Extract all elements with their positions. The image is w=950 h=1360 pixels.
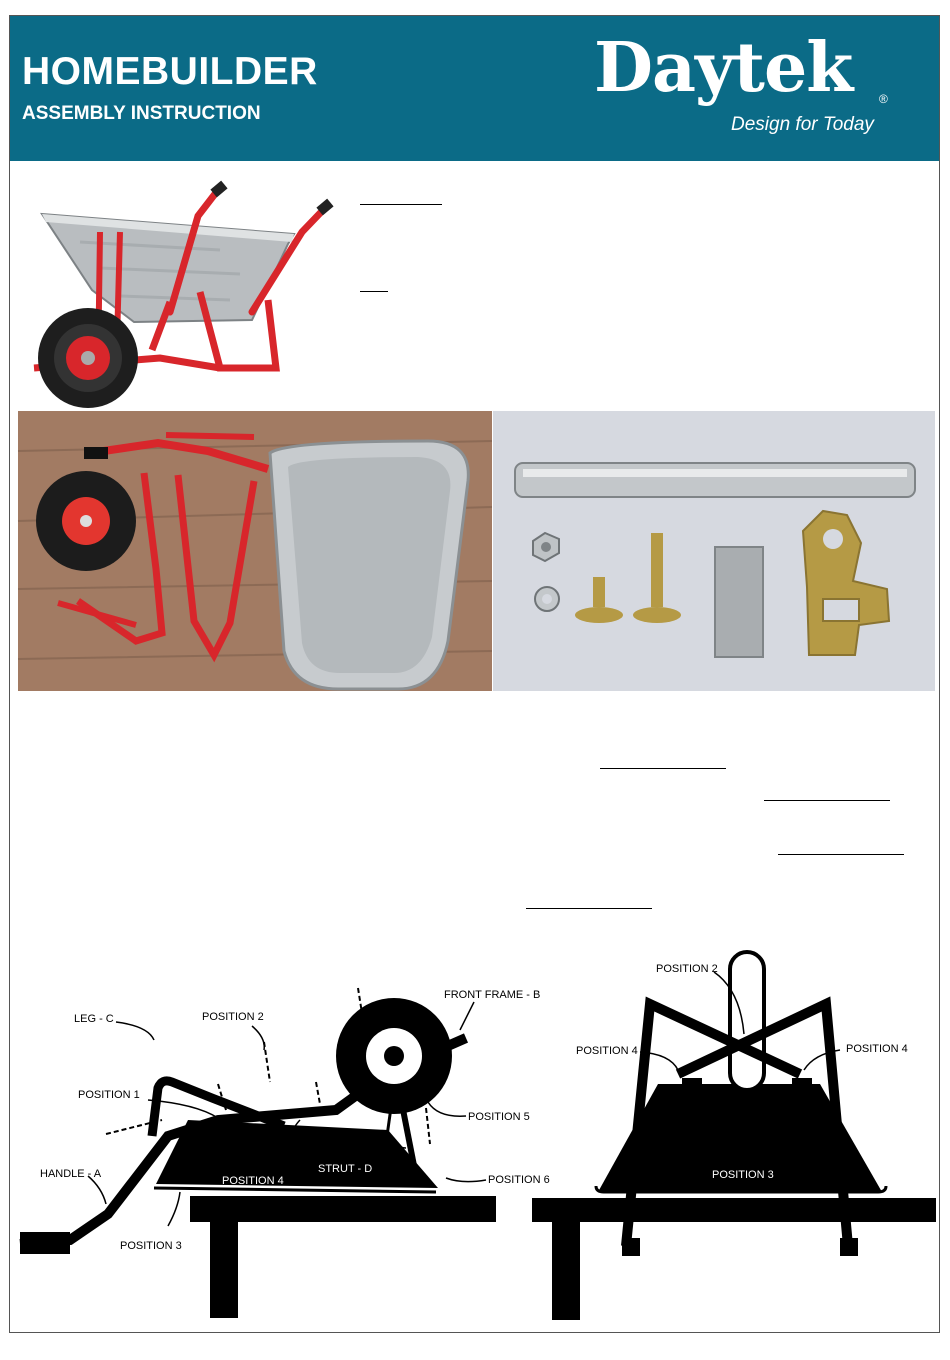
label-strut: STRUT - D xyxy=(318,1163,373,1175)
document-title: HOMEBUILDER xyxy=(22,50,318,93)
section-underline xyxy=(764,800,890,801)
label-position-3: POSITION 3 xyxy=(712,1169,774,1181)
label-position-2: POSITION 2 xyxy=(202,1011,264,1023)
label-position-2: POSITION 2 xyxy=(656,963,718,975)
front-view-diagram xyxy=(530,946,940,1326)
section-underline xyxy=(600,768,726,769)
registered-mark: ® xyxy=(879,92,888,106)
hardware-photo xyxy=(493,411,935,691)
wheelbarrow-photo xyxy=(20,172,350,410)
label-position-4: POSITION 4 xyxy=(222,1175,284,1187)
label-front-frame: FRONT FRAME - B xyxy=(444,989,541,1001)
side-view-diagram xyxy=(18,960,550,1320)
section-underline xyxy=(526,908,652,909)
heading-underline xyxy=(360,291,388,292)
section-underline xyxy=(778,854,904,855)
label-handle: HANDLE - A xyxy=(40,1168,102,1180)
label-position-3: POSITION 3 xyxy=(120,1240,182,1252)
document-subtitle: ASSEMBLY INSTRUCTION xyxy=(22,103,261,124)
brand-logo: Daytek xyxy=(594,28,853,108)
label-position-4-left: POSITION 4 xyxy=(576,1045,638,1057)
brand-tagline: Design for Today xyxy=(731,114,874,135)
label-position-6: POSITION 6 xyxy=(488,1174,550,1186)
label-position-5: POSITION 5 xyxy=(468,1111,530,1123)
heading-underline xyxy=(360,204,442,205)
parts-photo xyxy=(18,411,492,691)
label-position-1: POSITION 1 xyxy=(78,1089,140,1101)
label-position-4-right: POSITION 4 xyxy=(846,1043,908,1055)
label-leg: LEG - C xyxy=(74,1013,114,1025)
